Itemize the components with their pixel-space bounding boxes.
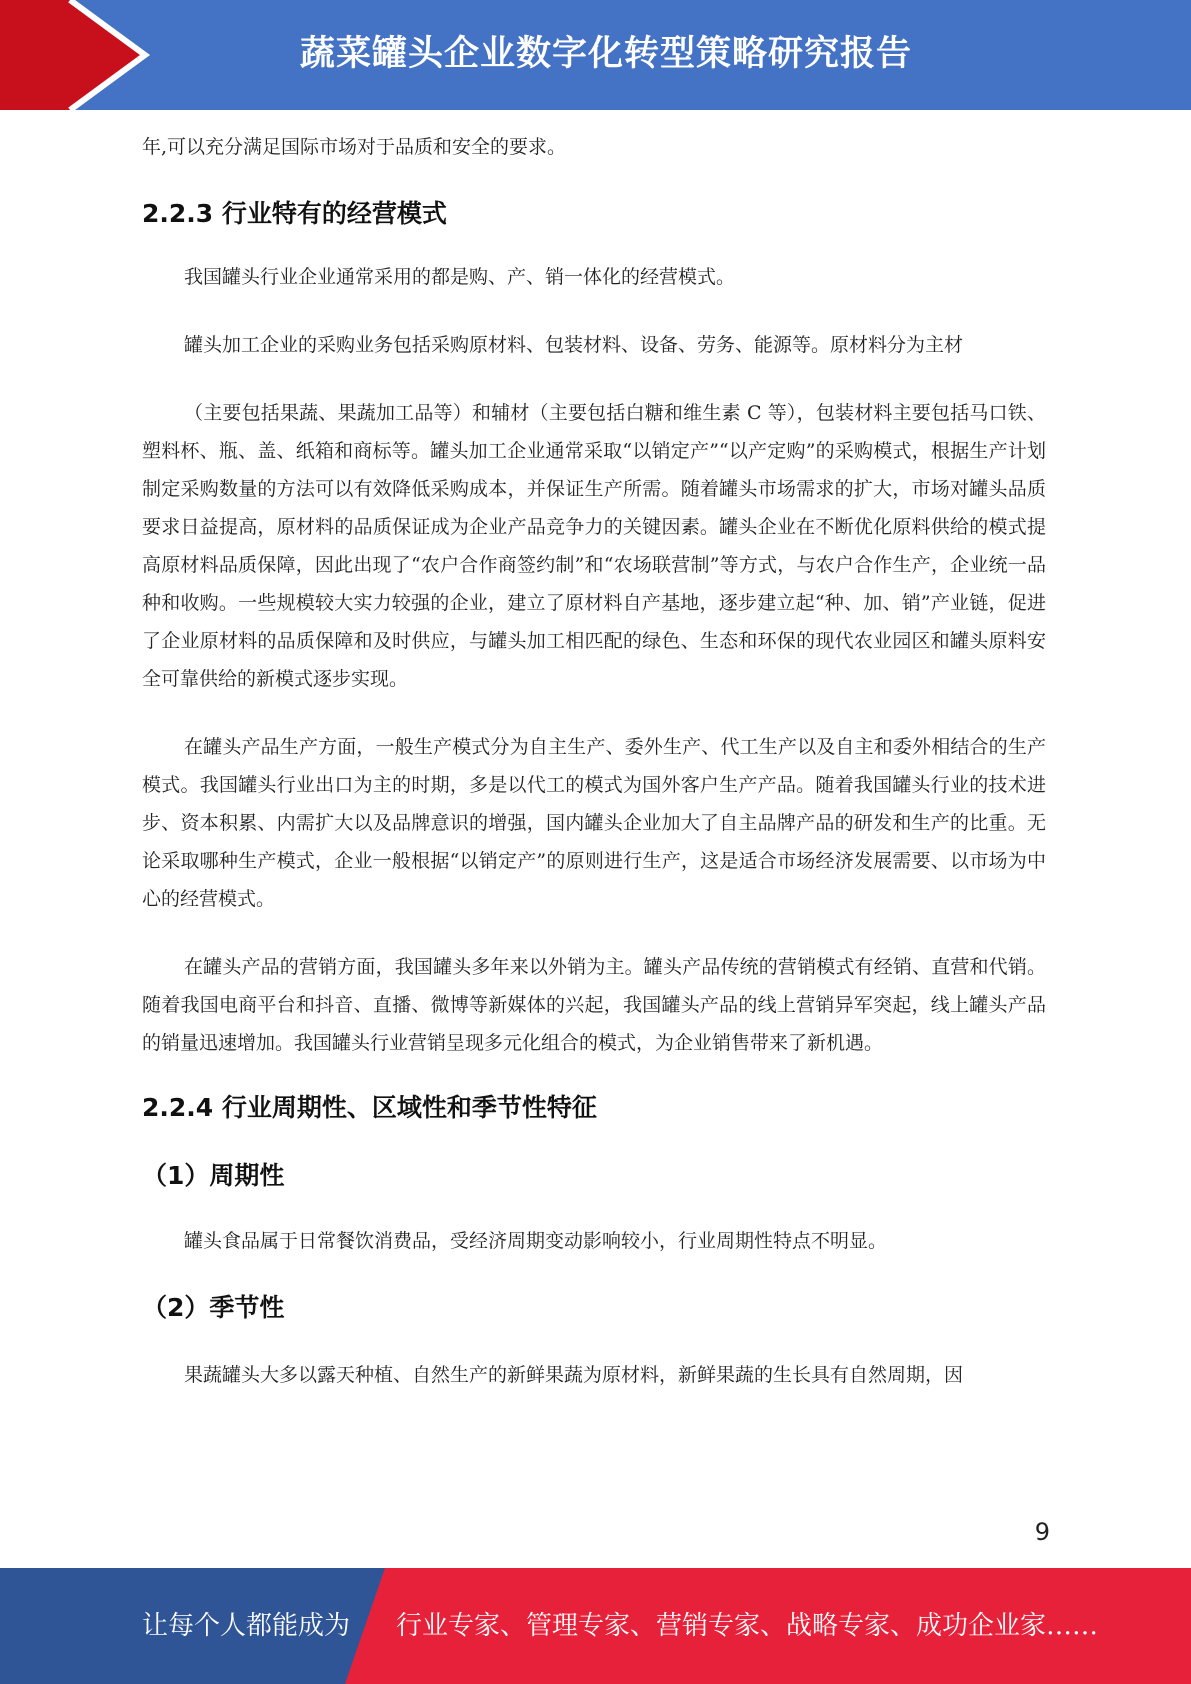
page-footer	[0, 1568, 1191, 1684]
page-header	[0, 0, 1191, 110]
paragraph: 果蔬罐头大多以露天种植、自然生产的新鲜果蔬为原材料，新鲜果蔬的生长具有自然周期，因	[184, 1364, 964, 1386]
section-heading-2-2-4: 2.2.4 行业周期性、区域性和季节性特征	[142, 1093, 597, 1122]
paragraph: （主要包括果蔬、果蔬加工品等）和辅材（主要包括白糖和维生素 C 等），包装材料主要包括马口铁、塑料杯、瓶、盖、纸箱和商标等。罐头加工企业通常采取“以销定产”“以产定购”的采购模式，根据生产计划制定采购数量的方法可以有效降低采购成本，并保证生产所需。随着罐头市场需求的扩大，市场对罐头品质要求日益提高，原材料的品质保证成为企业产品竞争力的关键因素。罐头企业在不断优化原料供给的模式提高原材料品质保障，因此出现了“农户合作商签约制”和“农场联营制”等方式，与农户合作生产，企业统一品种和收购。一些规模较大实力较强的企业，建立了原材料自产基地，逐步建立起“种、加、销”产业链，促进了企业原材料的品质保障和及时供应，与罐头加工相匹配的绿色、生态和环保的现代农业园区和罐头原料安全可靠供给的新模式逐步实现。	[142, 402, 1046, 690]
footer-slogan-left: 让每个人都能成为	[142, 1611, 351, 1641]
paragraph: 我国罐头行业企业通常采用的都是购、产、销一体化的经营模式。	[184, 266, 736, 288]
paragraph: 罐头食品属于日常餐饮消费品，受经济周期变动影响较小，行业周期性特点不明显。	[184, 1230, 888, 1252]
footer-slogan-right: 行业专家、管理专家、营销专家、战略专家、成功企业家……	[396, 1611, 1099, 1641]
paragraph-intro: 年,可以充分满足国际市场对于品质和安全的要求。	[142, 136, 567, 158]
subheading-seasonality: （2）季节性	[142, 1293, 285, 1322]
paragraph: 在罐头产品的营销方面，我国罐头多年来以外销为主。罐头产品传统的营销模式有经销、直营和代销。随着我国电商平台和抖音、直播、微博等新媒体的兴起，我国罐头产品的线上营销异军突起，线上罐头产品的销量迅速增加。我国罐头行业营销呈现多元化组合的模式，为企业销售带来了新机遇。	[142, 956, 1046, 1054]
paragraph: 在罐头产品生产方面，一般生产模式分为自主生产、委外生产、代工生产以及自主和委外相结合的生产模式。我国罐头行业出口为主的时期，多是以代工的模式为国外客户生产产品。随着我国罐头行业的技术进步、资本积累、内需扩大以及品牌意识的增强，国内罐头企业加大了自主品牌产品的研发和生产的比重。无论采取哪种生产模式，企业一般根据“以销定产”的原则进行生产，这是适合市场经济发展需要、以市场为中心的经营模式。	[142, 736, 1046, 910]
paragraph: 罐头加工企业的采购业务包括采购原材料、包装材料、设备、劳务、能源等。原材料分为主材	[184, 334, 964, 356]
subheading-cyclicality: （1）周期性	[142, 1161, 285, 1190]
report-title: 蔬菜罐头企业数字化转型策略研究报告	[300, 34, 913, 74]
document-body	[142, 128, 1046, 1394]
page-number: 9	[1034, 1518, 1050, 1546]
section-heading-2-2-3: 2.2.3 行业特有的经营模式	[142, 199, 447, 228]
